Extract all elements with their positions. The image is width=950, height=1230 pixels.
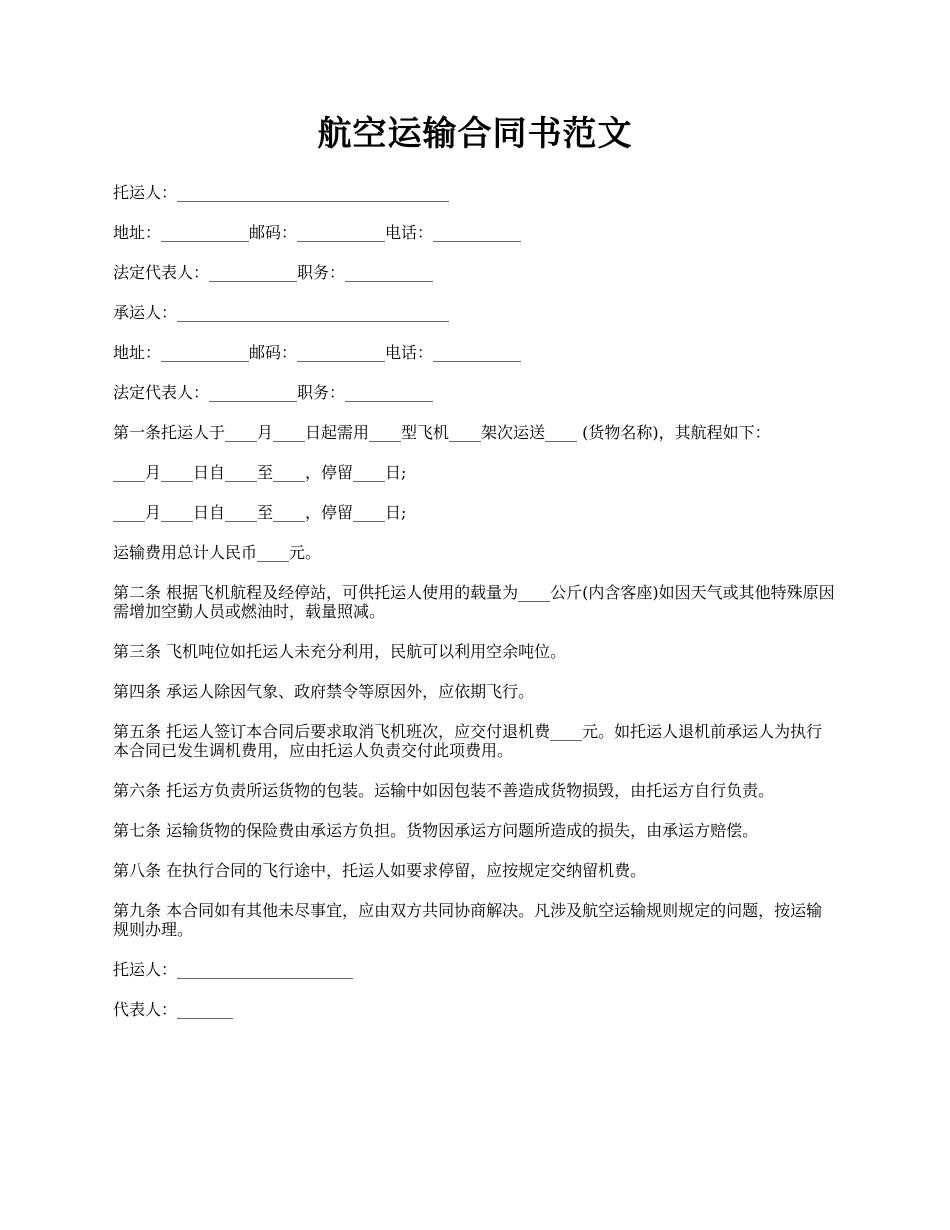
clause-4: 第四条 承运人除因气象、政府禁令等原因外，应依期飞行。 <box>113 682 535 701</box>
route-line-2: ____月____日自____至____，停留____日; <box>113 503 407 522</box>
clause-3: 第三条 飞机吨位如托运人未充分利用，民航可以利用空余吨位。 <box>113 642 567 661</box>
signature-representative-line: 代表人：_______ <box>113 1000 234 1019</box>
clause-7: 第七条 运输货物的保险费由承运方负担。货物因承运方问题所造成的损失，由承运方赔偿。 <box>113 821 759 840</box>
clause-5: 第五条 托运人签订本合同后要求取消飞机班次，应交付退机费____元。如托运人退机前承运人为执行本合同已发生调机费用，应由托运人负责交付此项费用。 <box>113 722 823 760</box>
shipper-representative-line: 法定代表人：___________职务：___________ <box>113 263 434 282</box>
shipper-address-line: 地址：___________邮码：___________电话：___________ <box>113 223 522 242</box>
total-fee-line: 运输费用总计人民币____元。 <box>113 543 322 562</box>
clause-1: 第一条托运人于____月____日起需用____型飞机____架次运送____ (货物名称)，其航程如下： <box>113 423 771 442</box>
shipper-line: 托运人：__________________________________ <box>113 183 450 202</box>
clause-8: 第八条 在执行合同的飞行途中，托运人如要求停留，应按规定交纳留机费。 <box>113 861 647 880</box>
route-line-1: ____月____日自____至____，停留____日; <box>113 463 407 482</box>
carrier-address-line: 地址：___________邮码：___________电话：___________ <box>113 343 522 362</box>
signature-shipper-line: 托运人：______________________ <box>113 960 354 979</box>
document-title: 航空运输合同书范文 <box>317 114 633 154</box>
carrier-representative-line: 法定代表人：___________职务：___________ <box>113 383 434 402</box>
clause-2: 第二条 根据飞机航程及经停站，可供托运人使用的载量为____公斤(内含客座)如因天气或其他特殊原因需增加空勤人员或燃油时，载量照减。 <box>113 583 835 621</box>
clause-9: 第九条 本合同如有其他未尽事宜，应由双方共同协商解决。凡涉及航空运输规则规定的问题，按运输规则办理。 <box>113 901 823 939</box>
clause-6: 第六条 托运方负责所运货物的包装。运输中如因包装不善造成货物损毁，由托运方自行负责。 <box>113 781 775 800</box>
carrier-line: 承运人：__________________________________ <box>113 303 450 322</box>
